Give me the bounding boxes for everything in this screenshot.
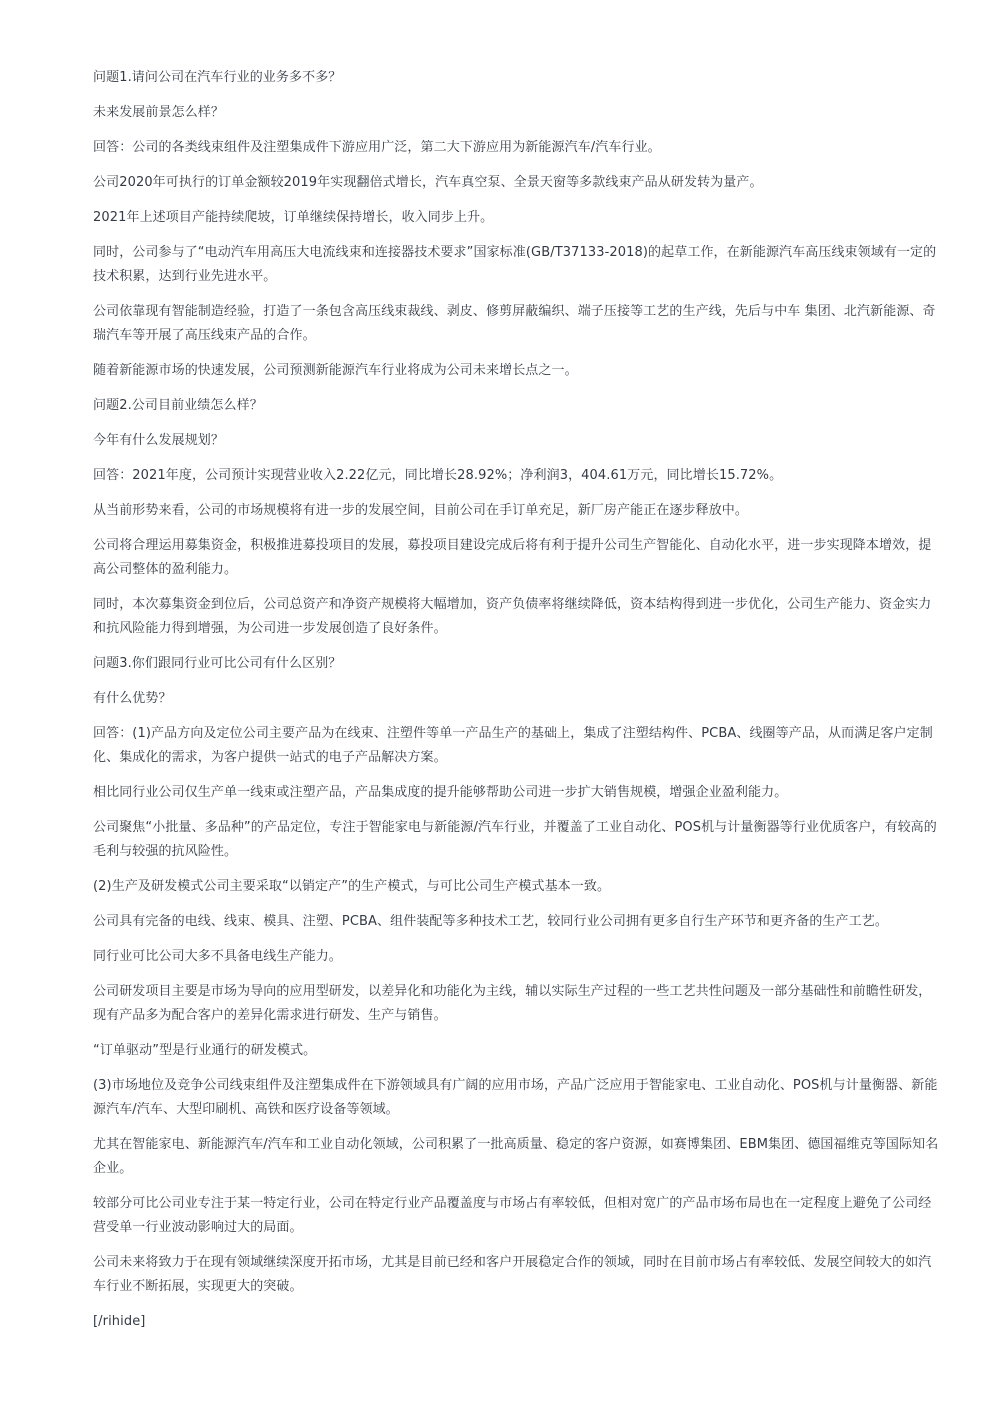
answer-3-paragraph-5: 公司具有完备的电线、线束、模具、注塑、PCBA、组件装配等多种技术工艺，较同行业公司拥有更多自行生产环节和更齐备的生产工艺。 <box>93 914 888 929</box>
answer-3-paragraph-12: 公司未来将致力于在现有领域继续深度开拓市场，尤其是目前已经和客户开展稳定合作的领域，同时在目前市场占有率较低、发展空间较大的如汽车行业不断拓展，实现更大的突破。 <box>93 1255 932 1294</box>
question-2-subtitle: 今年有什么发展规划？ <box>93 433 225 448</box>
answer-1-paragraph-6: 随着新能源市场的快速发展，公司预测新能源汽车行业将成为公司未来增长点之一。 <box>93 363 578 378</box>
answer-2-paragraph-3: 公司将合理运用募集资金，积极推进募投项目的发展，募投项目建设完成后将有利于提升公司生产智能化、自动化水平，进一步实现降本增效，提高公司整体的盈利能力。 <box>93 538 932 577</box>
answer-1-paragraph-3: 2021年上述项目产能持续爬坡，订单继续保持增长，收入同步上升。 <box>93 210 494 225</box>
answer-1-paragraph-4: 同时，公司参与了“电动汽车用高压大电流线束和连接器技术要求”国家标准(GB/T37133-2018)的起草工作，在新能源汽车高压线束领域有一定的技术积累，达到行业先进水平。 <box>93 245 937 284</box>
answer-3-paragraph-1: 回答：(1)产品方向及定位公司主要产品为在线束、注塑件等单一产品生产的基础上，集成了注塑结构件、PCBA、线圈等产品，从而满足客户定制化、集成化的需求，为客户提供一站式的电子产品解决方案。 <box>93 726 933 765</box>
document-body <box>93 66 943 1345</box>
answer-2-paragraph-2: 从当前形势来看，公司的市场规模将有进一步的发展空间，目前公司在手订单充足，新厂房产能正在逐步释放中。 <box>93 503 749 518</box>
closing-tag: [/rihide] <box>93 1314 146 1329</box>
question-1-subtitle: 未来发展前景怎么样？ <box>93 105 225 120</box>
answer-1-paragraph-5: 公司依靠现有智能制造经验，打造了一条包含高压线束裁线、剥皮、修剪屏蔽编织、端子压接等工艺的生产线，先后与中车 集团、北汽新能源、奇瑞汽车等开展了高压线束产品的合作。 <box>93 304 936 343</box>
answer-2-paragraph-1: 回答：2021年度，公司预计实现营业收入2.22亿元，同比增长28.92%；净利润3，404.61万元，同比增长15.72%。 <box>93 468 783 483</box>
question-1-title: 问题1.请问公司在汽车行业的业务多不多？ <box>93 70 342 85</box>
answer-3-paragraph-7: 公司研发项目主要是市场为导向的应用型研发，以差异化和功能化为主线，辅以实际生产过程的一些工艺共性问题及一部分基础性和前瞻性研发，现有产品多为配合客户的差异化需求进行研发、生产与销售。 <box>93 984 932 1023</box>
answer-2-paragraph-4: 同时，本次募集资金到位后，公司总资产和净资产规模将大幅增加，资产负债率将继续降低，资本结构得到进一步优化，公司生产能力、资金实力和抗风险能力得到增强，为公司进一步发展创造了良好条件。 <box>93 597 932 636</box>
answer-3-paragraph-2: 相比同行业公司仅生产单一线束或注塑产品，产品集成度的提升能够帮助公司进一步扩大销售规模，增强企业盈利能力。 <box>93 785 788 800</box>
answer-1-paragraph-2: 公司2020年可执行的订单金额较2019年实现翻倍式增长，汽车真空泵、全景天窗等多款线束产品从研发转为量产。 <box>93 175 763 190</box>
question-2-title: 问题2.公司目前业绩怎么样？ <box>93 398 263 413</box>
question-3-title: 问题3.你们跟同行业可比公司有什么区别？ <box>93 656 342 671</box>
answer-1-paragraph-1: 回答：公司的各类线束组件及注塑集成件下游应用广泛，第二大下游应用为新能源汽车/汽车行业。 <box>93 140 661 155</box>
answer-3-paragraph-8: “订单驱动”型是行业通行的研发模式。 <box>93 1043 317 1058</box>
question-3-subtitle: 有什么优势？ <box>93 691 172 706</box>
answer-3-paragraph-3: 公司聚焦“小批量、多品种”的产品定位，专注于智能家电与新能源/汽车行业，并覆盖了工业自动化、POS机与计量衡器等行业优质客户，有较高的毛利与较强的抗风险性。 <box>93 820 937 859</box>
answer-3-paragraph-10: 尤其在智能家电、新能源汽车/汽车和工业自动化领域，公司积累了一批高质量、稳定的客户资源，如赛博集团、EBM集团、德国福维克等国际知名企业。 <box>93 1137 939 1176</box>
answer-3-paragraph-11: 较部分可比公司业专注于某一特定行业，公司在特定行业产品覆盖度与市场占有率较低，但相对宽广的产品市场布局也在一定程度上避免了公司经营受单一行业波动影响过大的局面。 <box>93 1196 932 1235</box>
answer-3-paragraph-4: (2)生产及研发模式公司主要采取“以销定产”的生产模式，与可比公司生产模式基本一致。 <box>93 879 611 894</box>
answer-3-paragraph-9: (3)市场地位及竞争公司线束组件及注塑集成件在下游领域具有广阔的应用市场，产品广泛应用于智能家电、工业自动化、POS机与计量衡器、新能源汽车/汽车、大型印刷机、高铁和医疗设备等领域。 <box>93 1078 938 1117</box>
answer-3-paragraph-6: 同行业可比公司大多不具备电线生产能力。 <box>93 949 342 964</box>
